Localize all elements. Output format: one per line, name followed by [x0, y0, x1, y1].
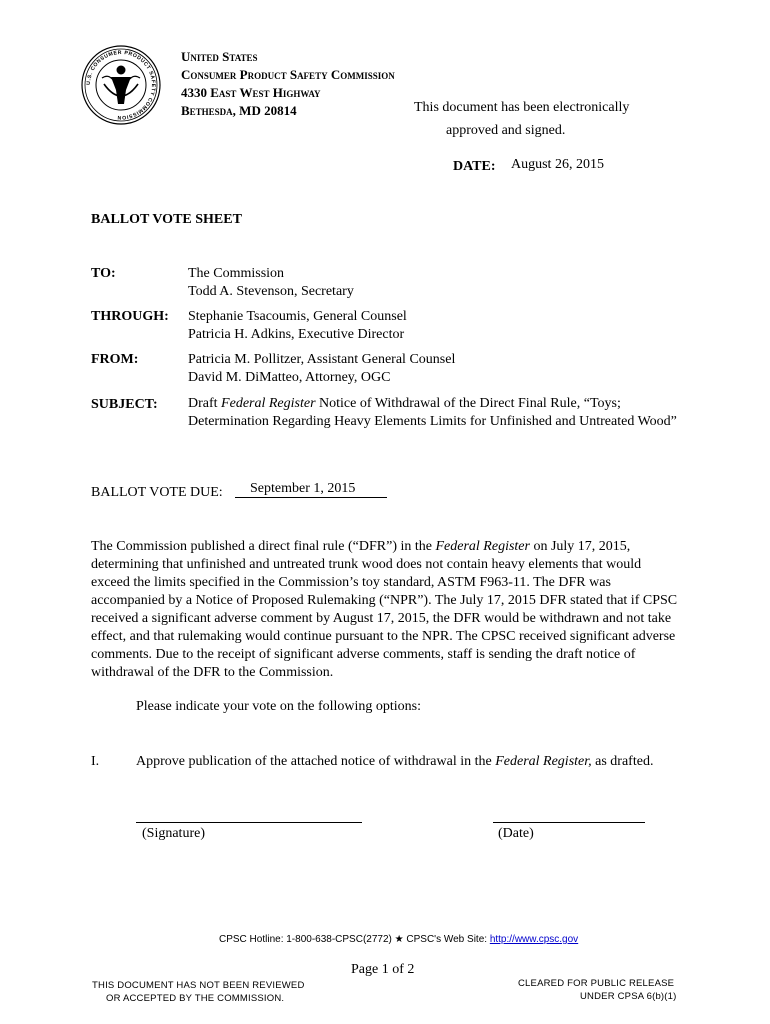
from-line2: David M. DiMatteo, Attorney, OGC [188, 370, 391, 385]
ballot-due-label: BALLOT VOTE DUE: [91, 485, 223, 500]
body-paragraph [91, 538, 681, 682]
ballot-due-value: September 1, 2015 [250, 481, 356, 496]
signature-label: (Signature) [142, 826, 205, 841]
option-numeral: I. [91, 754, 100, 769]
subject-text-post: Notice of Withdrawal of the Direct Final Rule, “Toys; Determination Regarding Heavy Elements Limits for Unfinished and Untreated Wood” [188, 396, 677, 429]
body-paragraph-pre: The Commission published a direct final rule (“DFR”) in the [91, 539, 436, 554]
through-line2: Patricia H. Adkins, Executive Director [188, 327, 405, 342]
body-paragraph-post: on July 17, 2015, determining that unfinished and untreated trunk wood does not contain heavy elements that would exceed the limits specified in the Commission’s toy standard, ASTM F963-11. The DFR was accompanied by a Notice of Proposed Rulemaking (“NPR”). The July 17, 2015 DFR stated that if CPSC received a significant adverse comment by August 17, 2015, the DFR would be withdrawn and not take effect, and that rulemaking would continue pursuant to the NPR. The CPSC received significant adverse comments. Due to the receipt of significant adverse comments, staff is sending the draft notice of withdrawal of the DFR to the Commission. [91, 539, 678, 680]
subject-text [188, 395, 688, 431]
date-signature-label: (Date) [498, 826, 534, 841]
to-line2: Todd A. Stevenson, Secretary [188, 284, 354, 299]
seal-text: U.S. CONSUMER PRODUCT SAFETY COMMISSION [85, 49, 157, 121]
subject-text-pre: Draft [188, 396, 222, 411]
org-address-line2: Bethesda, MD 20814 [181, 103, 297, 118]
org-address-line1: 4330 East West Highway [181, 85, 321, 100]
not-reviewed-line2: OR ACCEPTED BY THE COMMISSION. [106, 993, 285, 1004]
through-label: THROUGH: [91, 309, 169, 324]
vote-instruction: Please indicate your vote on the following options: [136, 699, 422, 714]
website-label: CPSC's Web Site: [406, 934, 488, 945]
footer-contact [219, 933, 578, 946]
option-text [136, 753, 653, 771]
date-label: DATE: [453, 159, 496, 174]
through-line1: Stephanie Tsacoumis, General Counsel [188, 309, 407, 324]
cleared-line1: CLEARED FOR PUBLIC RELEASE [518, 978, 675, 989]
option-text-post: as drafted. [591, 754, 654, 769]
from-label: FROM: [91, 352, 139, 367]
date-value: August 26, 2015 [511, 157, 604, 172]
option-text-pre: Approve publication of the attached notice of withdrawal in the [136, 754, 496, 769]
hotline-text: CPSC Hotline: 1-800-638-CPSC(2772) [219, 934, 392, 945]
document-title: BALLOT VOTE SHEET [91, 212, 242, 227]
not-reviewed-line1: THIS DOCUMENT HAS NOT BEEN REVIEWED [92, 980, 305, 991]
subject-label: SUBJECT: [91, 397, 158, 412]
body-paragraph-italic: Federal Register [435, 539, 530, 554]
approval-notice-line1: This document has been electronically [414, 100, 630, 115]
date-signature-line [493, 821, 645, 823]
to-line1: The Commission [188, 266, 285, 281]
org-name-line1: United States [181, 49, 258, 64]
cleared-line2: UNDER CPSA 6(b)(1) [580, 991, 677, 1002]
website-link[interactable]: http://www.cpsc.gov [489, 934, 579, 945]
cpsc-seal-logo [80, 44, 162, 126]
signature-line [136, 821, 362, 823]
page-number: Page 1 of 2 [351, 962, 415, 977]
option-text-italic: Federal Register, [495, 754, 592, 769]
subject-text-italic: Federal Register [221, 396, 316, 411]
org-name-line2: Consumer Product Safety Commission [181, 67, 395, 82]
star-icon: ★ [394, 934, 404, 945]
approval-notice-line2: approved and signed. [446, 123, 566, 138]
from-line1: Patricia M. Pollitzer, Assistant General Counsel [188, 352, 456, 367]
to-label: TO: [91, 266, 116, 281]
